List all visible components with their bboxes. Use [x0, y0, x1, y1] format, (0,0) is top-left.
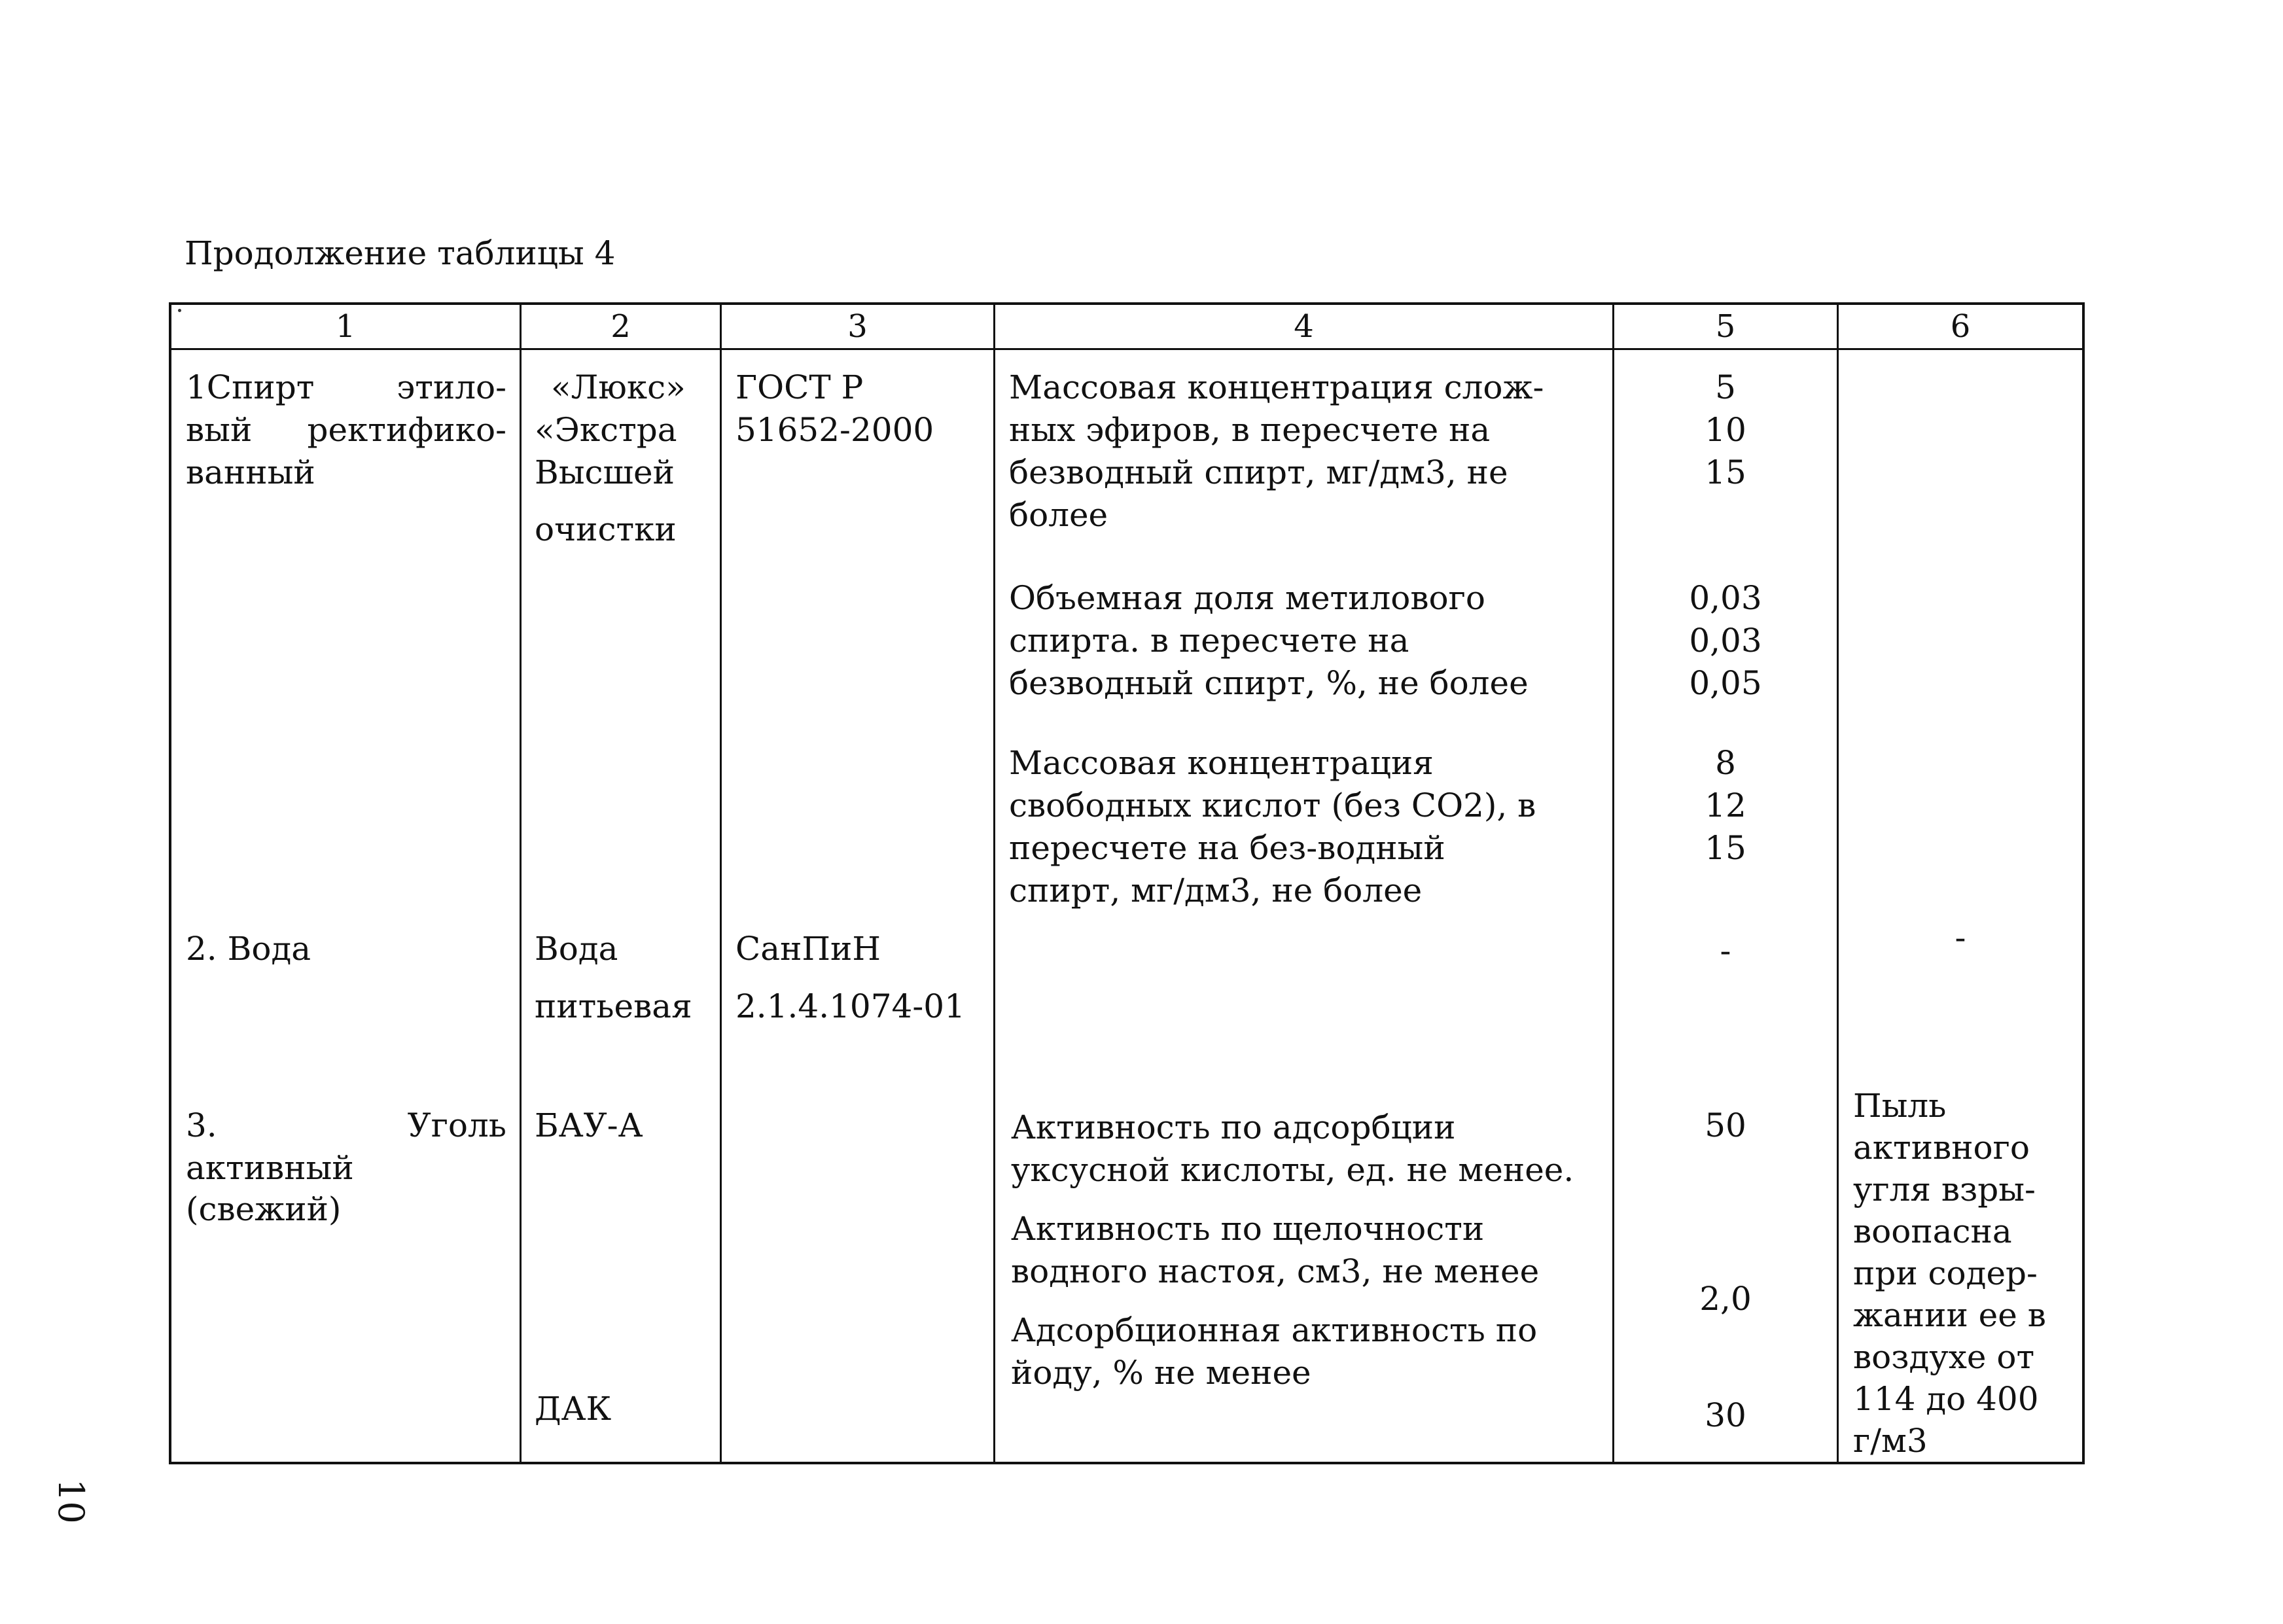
row2-standard-line1: СанПиН [735, 930, 881, 968]
row1-grade-line4: очистки [535, 510, 677, 548]
header-col-2: 2 [611, 308, 631, 345]
data-table [169, 302, 2085, 1464]
column-divider [993, 305, 995, 1462]
header-divider [171, 348, 2082, 350]
row2-grade-line1: Вода [535, 930, 618, 968]
row1-values-esters: 5 10 15 [1705, 368, 1746, 491]
page-number: 10 [50, 1479, 92, 1524]
header-col-5: 5 [1715, 308, 1736, 345]
row1-values-methanol: 0,03 0,03 0,05 [1689, 579, 1762, 702]
row3-product-num: 3. [186, 1106, 217, 1144]
row1-product-line2: вый ректифико- [186, 411, 506, 449]
row3-note-dust: Пыль активного угля взры- воопасна при содер- жании ее в воздухе от 114 до 400 г/м3 [1853, 1087, 2046, 1460]
row3-value-alkalinity: 2,0 [1699, 1280, 1752, 1318]
row2-grade-line2: питьевая [535, 987, 692, 1025]
header-col-6: 6 [1950, 308, 1971, 345]
header-col-4: 4 [1294, 308, 1314, 345]
row3-grade-bau: БАУ-А [535, 1106, 643, 1144]
row1-product-line1: 1Спирт этило- [186, 368, 506, 406]
row1-param-esters: Массовая концентрация слож- ных эфиров, в пересчете на безводный спирт, мг/дм3, не более [1009, 368, 1544, 534]
row1-grade-line2: «Экстра [535, 411, 677, 449]
row3-param-alkalinity: Активность по щелочности водного настоя, см3, не менее [1011, 1210, 1540, 1290]
table-caption: Продолжение таблицы 4 [185, 234, 616, 272]
row1-param-methanol: Объемная доля метилового спирта. в пересчете на безводный спирт, %, не более [1009, 579, 1529, 702]
row3-param-iodine: Адсорбционная активность по йоду, % не менее [1011, 1311, 1538, 1392]
row1-standard: ГОСТ Р 51652-2000 [735, 368, 934, 449]
column-divider [720, 305, 722, 1462]
row3-param-acetic: Активность по адсорбции уксусной кислоты, ед. не менее. [1011, 1108, 1574, 1189]
row1-values-acids: 8 12 15 [1705, 744, 1746, 867]
row3-value-acetic: 50 [1705, 1106, 1746, 1144]
header-col-3: 3 [847, 308, 868, 345]
row3-value-iodine: 30 [1705, 1396, 1746, 1434]
header-col-1: 1 [335, 308, 356, 345]
row3-product-line3: (свежий) [186, 1190, 342, 1228]
row3-product-line2: активный [186, 1149, 354, 1187]
row2-product: 2. Вода [186, 930, 311, 968]
column-divider [520, 305, 522, 1462]
row1-grade-line3: Высшей [535, 453, 675, 491]
row1-product-line3: ванный [186, 453, 315, 491]
row1-param-acids: Массовая концентрация свободных кислот (без СО2), в пересчете на без-водный спирт, мг/дм3, не более [1009, 744, 1536, 909]
row2-standard-line2: 2.1.4.1074-01 [735, 987, 965, 1025]
row2-value: - [1720, 932, 1731, 970]
row1-grade-line1: «Люкс» [551, 368, 686, 406]
row2-note: - [1955, 919, 1966, 957]
row3-product-word: Уголь [407, 1106, 506, 1144]
column-divider [1837, 305, 1839, 1462]
row3-grade-dak: ДАК [535, 1390, 612, 1428]
